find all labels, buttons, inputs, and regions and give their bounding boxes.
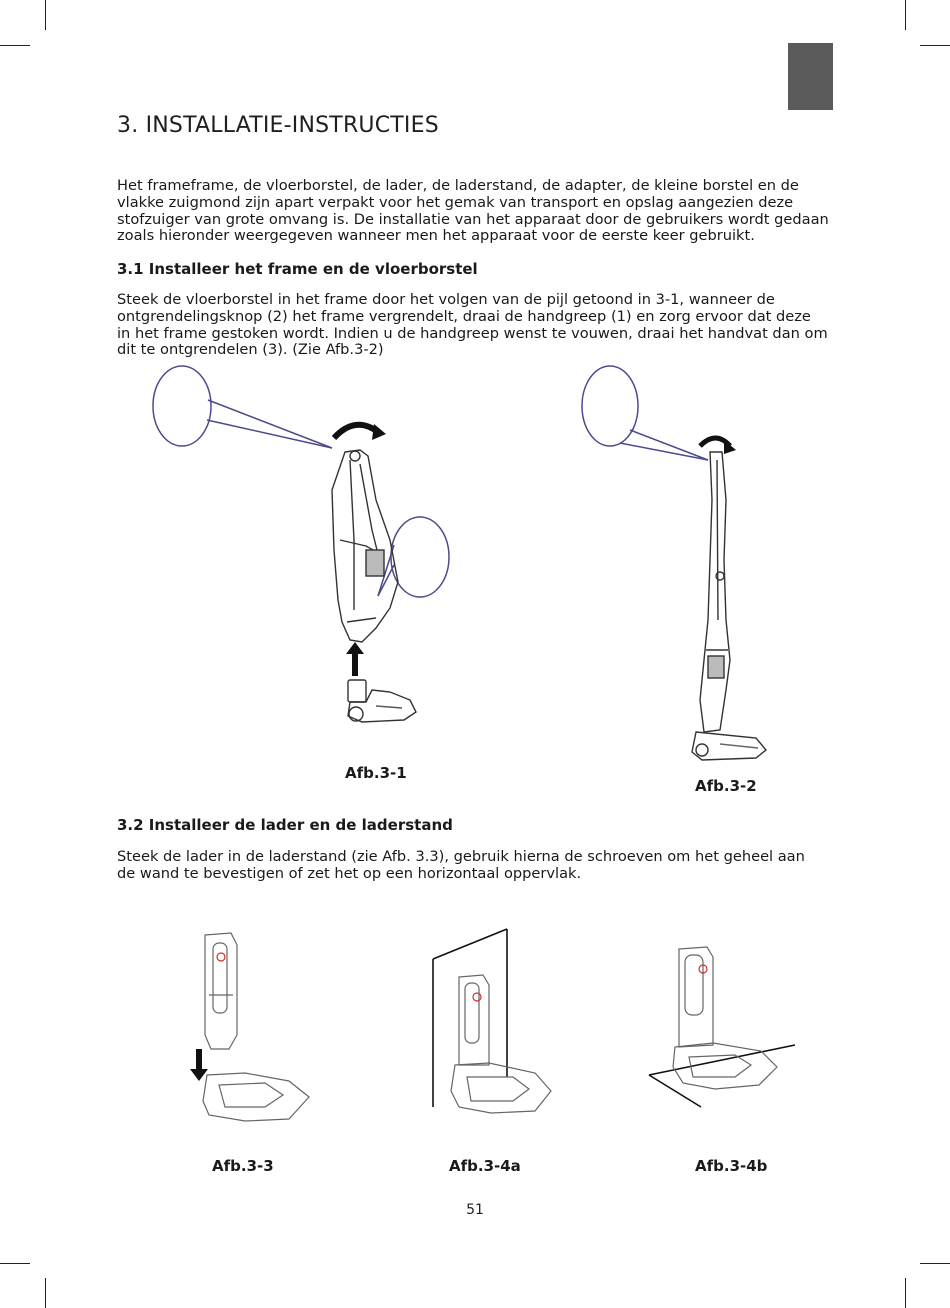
paragraph-line: Steek de lader in de laderstand (zie Afb. 3.3), gebruik hierna de schroeven om het geheel aan bbox=[117, 848, 805, 865]
intro-line: vlakke zuigmond zijn apart verpakt voor het gemak van transport en opslag aangezien deze bbox=[117, 193, 794, 211]
figure-3-1-caption: Afb.3-1 bbox=[345, 764, 407, 782]
crop-mark bbox=[905, 1278, 906, 1308]
paragraph-line: ontgrendelingsknop (2) het frame vergrendelt, draai de handgreep (1) en zorg ervoor dat deze bbox=[117, 307, 811, 325]
vacuum-upright bbox=[692, 452, 766, 760]
crop-mark bbox=[45, 0, 46, 30]
floor-outline bbox=[649, 1045, 795, 1107]
figure-3-3-illustration bbox=[185, 925, 325, 1135]
intro-paragraph bbox=[117, 178, 829, 245]
callout-bubble bbox=[153, 366, 211, 446]
chapter-tab bbox=[788, 43, 833, 110]
section-title: 3. INSTALLATIE-INSTRUCTIES bbox=[117, 113, 439, 138]
crop-mark bbox=[0, 1263, 30, 1264]
intro-line: stofzuiger van grote omvang is. De installatie van het apparaat door de gebruikers wordt gedaan bbox=[117, 210, 829, 228]
crop-mark bbox=[920, 1263, 950, 1264]
paragraph-line: Steek de vloerborstel in het frame door het volgen van de pijl getoond in 3-1, wanneer de bbox=[117, 291, 775, 308]
paragraph-line: in het frame gestoken wordt. Indien u de handgreep wenst te vouwen, draai het handvat dan om bbox=[117, 324, 828, 342]
charger-stand-base bbox=[203, 1073, 309, 1121]
wall-outline bbox=[433, 929, 507, 1107]
callout-bubble bbox=[582, 366, 638, 446]
down-arrow-icon bbox=[190, 1049, 208, 1081]
page-number: 51 bbox=[466, 1202, 484, 1218]
figure-3-4a-illustration bbox=[425, 925, 565, 1125]
intro-line: Het frameframe, de vloerborstel, de lader, de laderstand, de adapter, de kleine borstel en de bbox=[117, 177, 799, 194]
figure-3-2-illustration bbox=[580, 360, 780, 770]
subsection-3-2-paragraph bbox=[117, 849, 805, 883]
figure-3-2-caption: Afb.3-2 bbox=[695, 777, 757, 795]
vacuum-handheld-unit bbox=[332, 450, 398, 642]
subsection-3-1-paragraph bbox=[117, 292, 828, 359]
figure-3-4b-caption: Afb.3-4b bbox=[695, 1157, 768, 1175]
figure-3-3-caption: Afb.3-3 bbox=[212, 1157, 274, 1175]
paragraph-line: de wand te bevestigen of zet het op een horizontaal oppervlak. bbox=[117, 864, 582, 882]
floor-brush bbox=[348, 680, 416, 722]
insert-arrow-icon bbox=[346, 642, 364, 676]
figure-3-1-illustration bbox=[140, 360, 440, 740]
callout-bubble bbox=[391, 517, 449, 597]
crop-mark bbox=[920, 45, 950, 46]
rotate-arrow-icon bbox=[334, 425, 378, 438]
subsection-heading-3-1: 3.1 Installeer het frame en de vloerborstel bbox=[117, 260, 478, 278]
intro-line: zoals hieronder weergegeven wanneer men het apparaat voor de eerste keer gebruikt. bbox=[117, 227, 755, 245]
crop-mark bbox=[0, 45, 30, 46]
subsection-heading-3-2: 3.2 Installeer de lader en de laderstand bbox=[117, 816, 453, 834]
crop-mark bbox=[45, 1278, 46, 1308]
paragraph-line: dit te ontgrendelen (3). (Zie Afb.3-2) bbox=[117, 341, 384, 359]
mounted-charger bbox=[451, 975, 551, 1113]
standing-charger bbox=[673, 947, 777, 1089]
crop-mark bbox=[905, 0, 906, 30]
charger-unit bbox=[205, 933, 237, 1049]
figure-3-4a-caption: Afb.3-4a bbox=[449, 1157, 521, 1175]
figure-3-4b-illustration bbox=[645, 935, 805, 1115]
